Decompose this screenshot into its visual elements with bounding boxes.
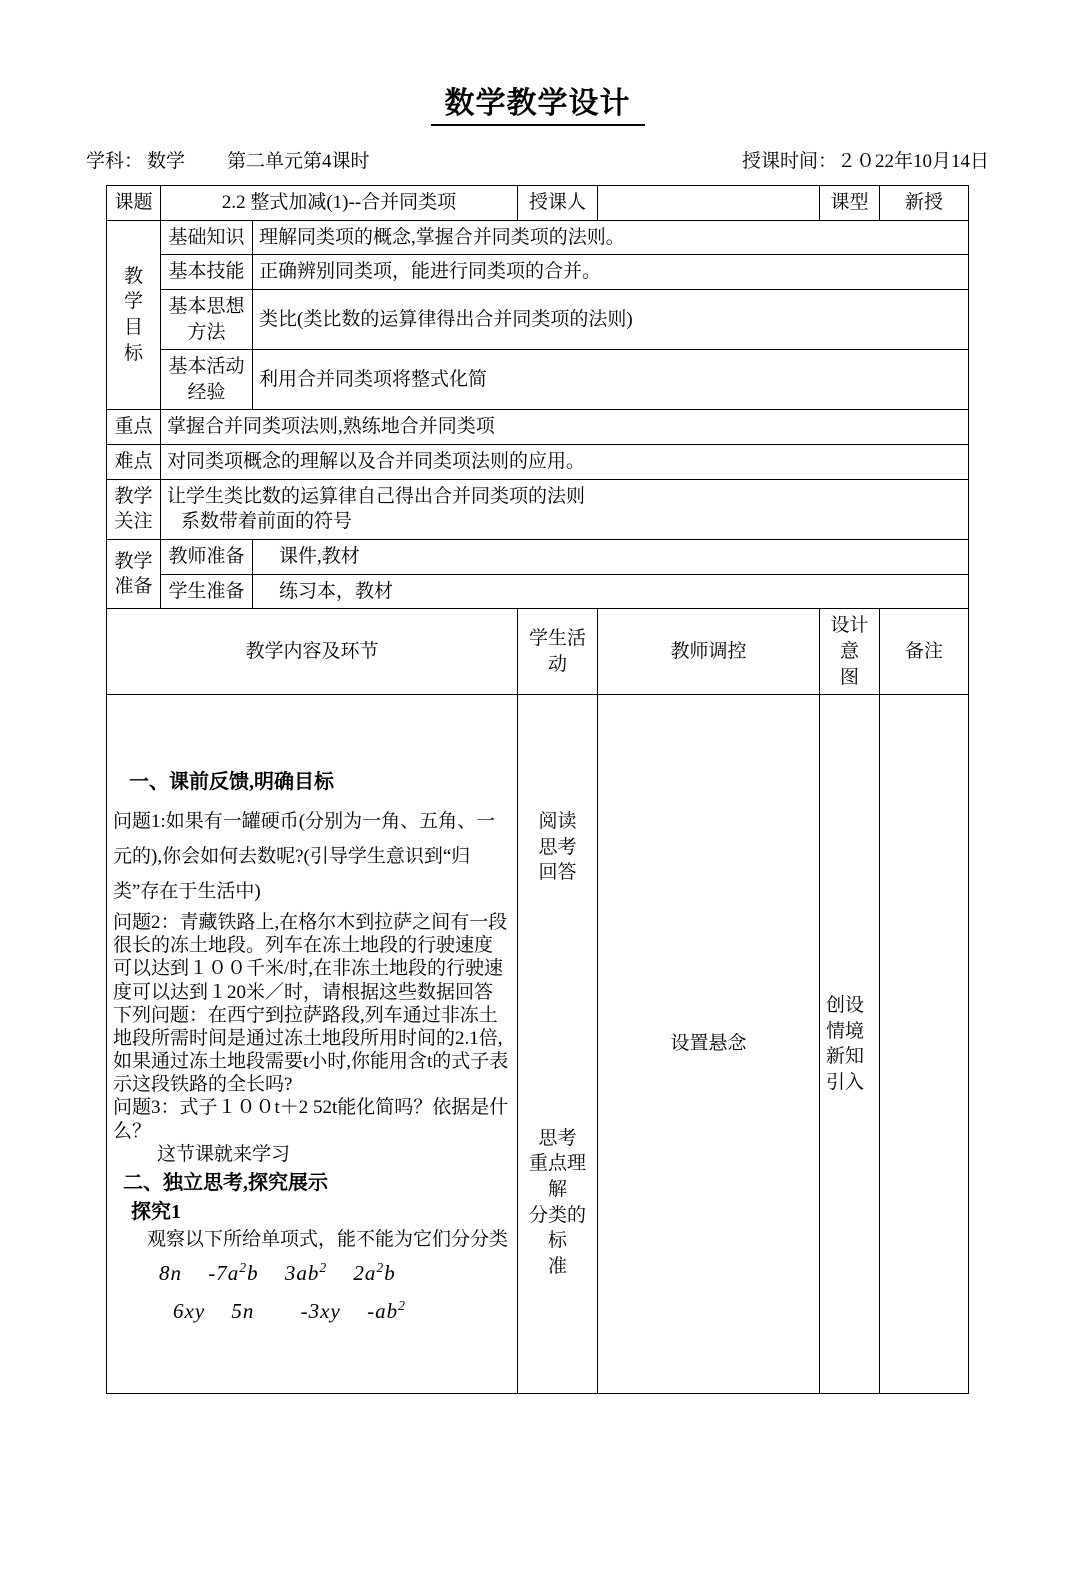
student-activity-line-3: 回答 xyxy=(538,862,577,884)
objective-name-2: 基本技能 xyxy=(161,255,253,290)
subheader xyxy=(0,146,1075,173)
table-row-header xyxy=(107,609,969,695)
table-row-topic xyxy=(107,186,969,221)
monomials-line-2 xyxy=(113,1297,511,1325)
monomial-5: 6xy xyxy=(173,1299,206,1324)
header-content: 教学内容及环节 xyxy=(107,609,518,695)
student-activity-cell xyxy=(518,695,598,1394)
subheader-left xyxy=(86,146,374,173)
prepare-student-value: 练习本，教材 xyxy=(253,574,969,609)
design-intent-line-4: 引入 xyxy=(826,1071,865,1093)
topic-value: 2.2 整式加减(1)--合并同类项 xyxy=(161,186,518,221)
explore-text: 观察以下所给单项式，能不能为它们分分类 xyxy=(147,1228,509,1250)
time-label: 授课时间： xyxy=(741,151,837,172)
question-1: 问题1:如果有一罐硬币(分别为一角、五角、一元的),你会如何去数呢?(引导学生意识到“归类”存在于生活中) xyxy=(113,810,496,902)
teacher-control-cell: 设置悬念 xyxy=(598,695,820,1394)
table-row-objective-1 xyxy=(107,220,969,255)
objective-text-3: 类比(类比数的运算律得出合并同类项的法则) xyxy=(253,289,969,349)
objective-text-4: 利用合并同类项将整式化简 xyxy=(253,350,969,410)
prepare-label: 教学 准备 xyxy=(107,540,161,609)
remark-cell xyxy=(880,695,969,1394)
header-design-intent: 设计意 图 xyxy=(820,609,880,695)
header-teacher-control: 教师调控 xyxy=(598,609,820,695)
student-activity-line-2: 思考 xyxy=(538,836,577,858)
teacher-label: 授课人 xyxy=(518,186,598,221)
objective-name-3: 基本思想 方法 xyxy=(161,289,253,349)
section-heading-2: 二、独立思考,探究展示 xyxy=(123,1171,328,1194)
student-activity-group-2 xyxy=(524,1126,591,1280)
question-2: 问题2：青藏铁路上,在格尔木到拉萨之间有一段很长的冻土地段。列车在冻土地段的行驶速度可以达到１００千米/时,在非冻土地段的行驶速度可以达到１20米／时，请根据这些数据回答下列问题：在西宁到拉萨路段,列车通过非冻土地段所需时间是通过冻土地段所用时间的2.1倍,如果通过冻土地段需要t小时,你能用含t的式子表示这段铁路的全长吗? xyxy=(113,912,509,1096)
subheader-right xyxy=(742,146,989,173)
monomials-line-1 xyxy=(113,1259,511,1287)
explore-heading: 探究1 xyxy=(131,1200,181,1223)
student-activity-line-5: 重点理解 xyxy=(528,1153,586,1201)
objective-text-2: 正确辨别同类项，能进行同类项的合并。 xyxy=(253,255,969,290)
focus-text xyxy=(161,479,969,539)
objectives-label: 教 学 目 标 xyxy=(107,220,161,410)
unit-value: 第二单元第4课时 xyxy=(227,151,370,172)
lesson-content xyxy=(107,695,518,1394)
section-heading-1: 一、课前反馈,明确目标 xyxy=(129,770,334,793)
student-activity-line-1: 阅读 xyxy=(538,810,577,832)
table-row-objective-4 xyxy=(107,350,969,410)
difficulty-text: 对同类项概念的理解以及合并同类项法则的应用。 xyxy=(161,445,969,480)
table-row-difficulty xyxy=(107,445,969,480)
focus-line-1: 让学生类比数的运算律自己得出合并同类项的法则 xyxy=(167,485,586,507)
teacher-value xyxy=(598,186,820,221)
lesson-plan-table xyxy=(106,185,969,1394)
design-intent-line-3: 新知 xyxy=(826,1046,865,1068)
key-point-label: 重点 xyxy=(107,410,161,445)
topic-label: 课题 xyxy=(107,186,161,221)
design-intent-line-2: 情境 xyxy=(826,1020,865,1042)
design-intent-cell xyxy=(820,695,880,1394)
monomial-7: -3xy xyxy=(300,1299,341,1324)
monomial-3: $3ab^2$ xyxy=(284,1260,328,1286)
monomial-4: $2a^2b$ xyxy=(353,1260,396,1286)
table-row-body xyxy=(107,695,969,1394)
prepare-student-label: 学生准备 xyxy=(161,574,253,609)
table-row-focus xyxy=(107,479,969,539)
objective-name-4: 基本活动 经验 xyxy=(161,350,253,410)
class-type-label: 课型 xyxy=(820,186,880,221)
prepare-teacher-label: 教师准备 xyxy=(161,540,253,575)
prepare-teacher-value: 课件,教材 xyxy=(253,540,969,575)
design-intent-line-1: 创设 xyxy=(826,994,865,1016)
monomial-8: $-ab^2$ xyxy=(367,1298,406,1324)
header-student-activity: 学生活 动 xyxy=(518,609,598,695)
subject-value: 数学 xyxy=(147,151,186,172)
lead-in-text: 这节课就来学习 xyxy=(157,1143,291,1165)
difficulty-label: 难点 xyxy=(107,445,161,480)
monomial-6: 5n xyxy=(231,1299,255,1324)
lesson-plan-page xyxy=(0,78,1075,1596)
key-point-text: 掌握合并同类项法则,熟练地合并同类项 xyxy=(161,410,969,445)
page-title-text: 数学教学设计 xyxy=(431,78,645,126)
student-activity-line-7: 准 xyxy=(547,1255,567,1277)
subject-label: 学科： xyxy=(86,151,144,172)
objective-name-1: 基础知识 xyxy=(161,220,253,255)
student-activity-line-4: 思考 xyxy=(538,1127,577,1149)
objective-text-1: 理解同类项的概念,掌握合并同类项的法则。 xyxy=(253,220,969,255)
focus-line-2: 系数带着前面的符号 xyxy=(181,511,353,533)
student-activity-line-6: 分类的标 xyxy=(528,1204,586,1252)
time-value: ２０22年10月14日 xyxy=(836,151,989,172)
focus-label: 教学 关注 xyxy=(107,479,161,539)
table-row-key-point xyxy=(107,410,969,445)
table-row-objective-2 xyxy=(107,255,969,290)
table-row-prepare-teacher xyxy=(107,540,969,575)
header-remark: 备注 xyxy=(880,609,969,695)
table-row-prepare-student xyxy=(107,574,969,609)
page-title xyxy=(0,78,1075,126)
monomial-2: $-7a^2b$ xyxy=(208,1260,259,1286)
question-3: 问题3：式子１００t＋2 52t能化简吗？依据是什么？ xyxy=(113,1097,509,1142)
table-row-objective-3 xyxy=(107,289,969,349)
monomial-1: 8n xyxy=(159,1261,182,1286)
class-type-value: 新授 xyxy=(880,186,969,221)
